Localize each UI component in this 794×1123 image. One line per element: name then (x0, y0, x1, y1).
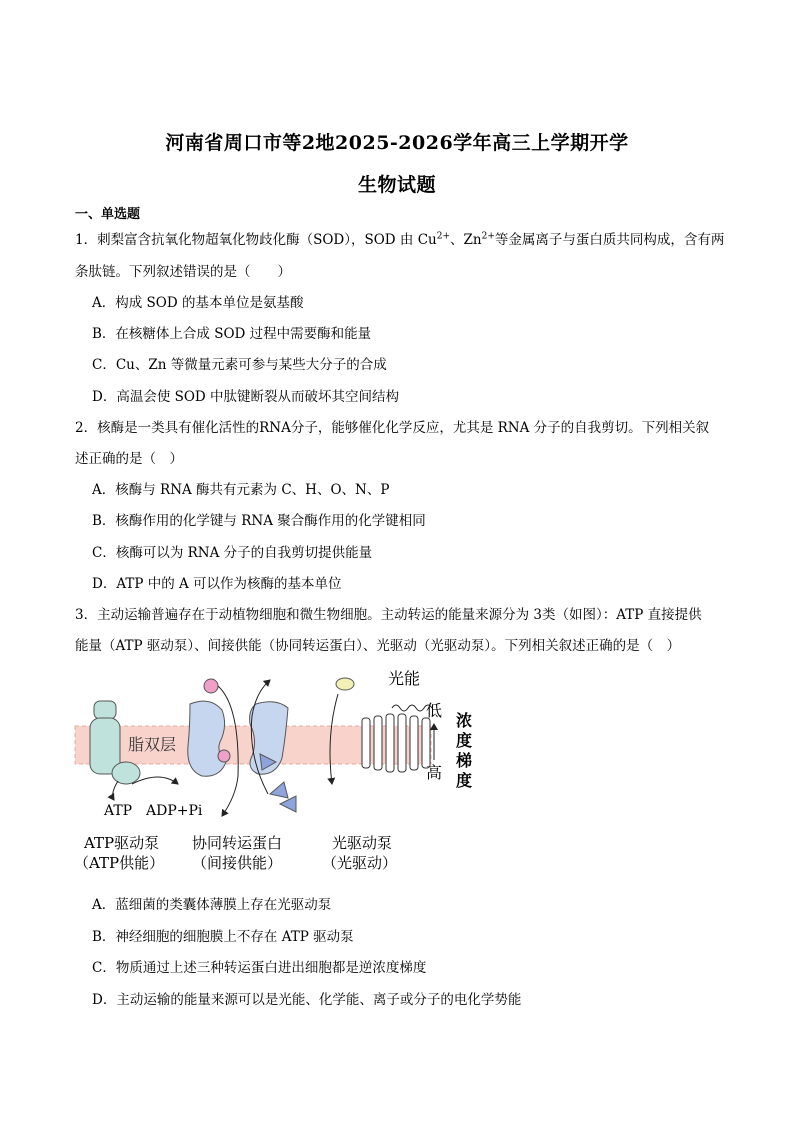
document-subtitle: 生物试题 (357, 174, 436, 196)
question-1-option-b[interactable]: B．在核糖体上合成 SOD 过程中需要酶和能量 (92, 326, 372, 342)
question-1-stem-line-1: 1．刺梨富含抗氧化物超氧化物歧化酶（SOD），SOD 由 $Cu^{2+}$、$Zn^{2+}$等金属离子与蛋白质共同构成，含有两 (75, 231, 725, 248)
pump3-name: 光驱动泵 (332, 834, 393, 852)
question-1-option-d[interactable]: D．高温会使 SOD 中肽键断裂从而破坏其空间结构 (92, 389, 400, 405)
question-2-option-d[interactable]: D．ATP 中的 A 可以作为核酶的基本单位 (92, 576, 342, 592)
active-transport-figure (70, 666, 490, 881)
gradient-char-3: 梯 (456, 751, 473, 770)
triangle-molecule-1 (270, 782, 288, 798)
low-label: 低 (426, 701, 443, 720)
question-1-option-a[interactable]: A．构成 SOD 的基本单位是氨基酸 (92, 295, 304, 311)
gradient-char-2: 度 (456, 731, 473, 750)
active-transport-diagram (70, 666, 490, 881)
light-energy-label: 光能 (388, 669, 421, 688)
question-3-stem-line-2: 能量（ATP 驱动泵）、间接供能（协同转运蛋白）、光驱动（光驱动泵）。下列相关叙述正确的是（ ） (75, 638, 681, 654)
question-1-option-c[interactable]: C．Cu、Zn 等微量元素可参与某些大分子的合成 (92, 357, 387, 373)
question-2-option-c[interactable]: C．核酶可以为 RNA 分子的自我剪切提供能量 (92, 545, 373, 561)
question-2-stem-line-1: 2．核酶是一类具有催化活性的RNA分子，能够催化化学反应，尤其是 RNA 分子的自我剪切。下列相关叙 (75, 420, 710, 436)
yellow-molecule (336, 678, 354, 690)
question-2-option-a[interactable]: A．核酶与 RNA 酶共有元素为 C、H、O、N、P (92, 482, 390, 498)
document-title: 河南省周口市等2地2025-2026学年高三上学期开学 (165, 132, 629, 154)
pink-molecule-bound (218, 750, 230, 762)
pump3-sub: （光驱动） (322, 854, 398, 872)
question-3-option-a[interactable]: A．蓝细菌的类囊体薄膜上存在光驱动泵 (92, 897, 332, 913)
pink-molecule-top (204, 679, 218, 693)
gradient-char-1: 浓 (456, 711, 473, 730)
question-1-stem-line-2: 条肽链。下列叙述错误的是（ ） (75, 264, 291, 280)
high-label: 高 (426, 763, 443, 782)
question-3-option-c[interactable]: C．物质通过上述三种转运蛋白进出细胞都是逆浓度梯度 (92, 960, 427, 976)
pump1-sub: （ATP供能） (74, 854, 165, 872)
question-2-option-b[interactable]: B．核酶作用的化学键与 RNA 聚合酶作用的化学键相同 (92, 513, 426, 529)
adp-label: ADP+Pi (146, 803, 203, 819)
pump1-name: ATP驱动泵 (84, 834, 160, 852)
gradient-char-4: 度 (456, 771, 473, 790)
lipid-bilayer-label: 脂双层 (128, 735, 177, 754)
atp-label: ATP (104, 803, 133, 819)
question-3-option-b[interactable]: B．神经细胞的细胞膜上不存在 ATP 驱动泵 (92, 929, 354, 945)
atp-arrow (113, 781, 118, 800)
pump2-name: 协同转运蛋白 (192, 834, 283, 852)
section-heading: 一、单选题 (75, 207, 141, 222)
question-2-stem-line-2: 述正确的是（ ） (75, 451, 183, 467)
question-3-stem-line-1: 3．主动运输普遍存在于动植物细胞和微生物细胞。主动转运的能量来源分为 3类（如图）：ATP 直接提供 (75, 607, 702, 623)
question-3-option-d[interactable]: D．主动运输的能量来源可以是光能、化学能、离子或分子的电化学势能 (92, 992, 522, 1008)
pump2-sub: （间接供能） (192, 854, 283, 872)
